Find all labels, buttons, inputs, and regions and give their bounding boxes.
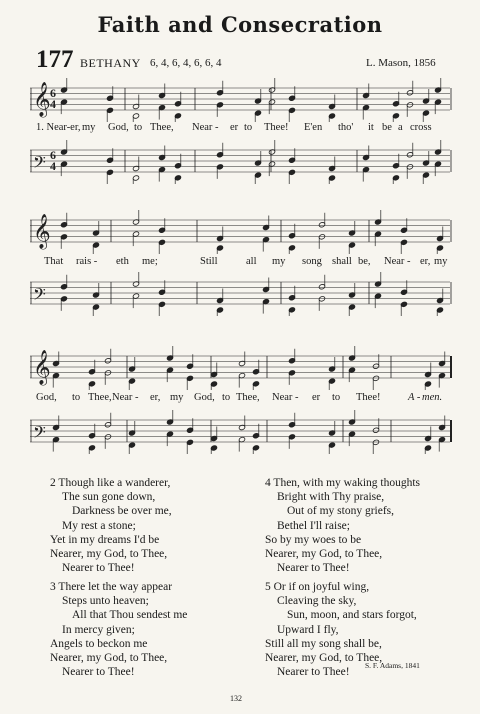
verse-line: 3 There let the way appear <box>50 581 173 593</box>
lyric-syllable: me; <box>142 256 158 267</box>
staff-treble-2 <box>30 210 452 254</box>
verse-line: 5 Or if on joyful wing, <box>265 581 370 593</box>
treble-clef-icon: 𝄞 <box>33 214 51 249</box>
lyric-syllable: God, <box>36 392 57 403</box>
verse-line: Yet in my dreams I'd be <box>50 533 160 546</box>
verse-line: Still all my song shall be, <box>265 637 382 650</box>
lyric-syllable: Still <box>200 256 218 267</box>
treble-clef-icon: 𝄞 <box>33 82 51 117</box>
bass-clef-icon: 𝄢 <box>33 284 46 308</box>
verse-line: Bright with Thy praise, <box>277 491 385 504</box>
page-number: 132 <box>230 694 242 703</box>
verse-line: Nearer, my God, to Thee, <box>265 652 383 665</box>
verse-line: Bethel I'll raise; <box>277 519 350 532</box>
lyric-syllable: 1. Near-er, <box>36 122 81 133</box>
lyric-syllable: my <box>434 256 448 267</box>
lyric-syllable: my <box>82 122 96 133</box>
verse-line: Nearer to Thee! <box>277 562 350 575</box>
verse-4 <box>265 476 420 575</box>
verse-line: Out of my stony griefs, <box>287 505 395 518</box>
treble-clef-icon: 𝄞 <box>33 350 51 385</box>
verse-line: Nearer, my God, to Thee, <box>265 548 383 561</box>
section-title: Faith and Consecration <box>97 12 383 37</box>
lyric-syllable: Near - <box>112 392 139 403</box>
lyric-syllable: A - <box>408 392 421 403</box>
lyric-syllable: a <box>398 122 403 133</box>
lyric-syllable: cross <box>410 122 432 133</box>
staff-treble-1 <box>30 78 452 122</box>
verse-line: Nearer to Thee! <box>62 666 135 679</box>
lyric-syllable: be <box>382 122 392 133</box>
lyrics-line-2 <box>36 256 452 272</box>
verse-line: My rest a stone; <box>62 519 136 532</box>
staff-bass-2 <box>30 272 452 316</box>
lyric-syllable: That <box>44 256 64 267</box>
verse-2 <box>50 476 172 575</box>
lyric-syllable: shall <box>332 256 352 267</box>
staff-bass-1 <box>30 140 452 184</box>
lyric-syllable: tho' <box>338 122 354 133</box>
verse-line: Cleaving the sky, <box>277 595 357 608</box>
verse-line: Nearer to Thee! <box>277 666 350 679</box>
svg-text:6: 6 <box>50 86 56 100</box>
lyric-syllable: E'en <box>304 122 323 133</box>
verse-line: Sun, moon, and stars forgot, <box>287 609 417 622</box>
lyric-syllable: er, <box>420 256 431 267</box>
lyric-syllable: to <box>134 122 143 133</box>
lyric-syllable: Near - <box>384 256 411 267</box>
verse-line: Nearer, my God, to Thee, <box>50 548 168 561</box>
meter: 6, 4, 6, 4, 6, 6, 4 <box>150 57 222 69</box>
lyric-syllable: God, <box>194 392 215 403</box>
verse-line: Upward I fly, <box>277 623 339 636</box>
lyric-syllable: to <box>332 392 341 403</box>
composer: L. Mason, 1856 <box>366 57 436 69</box>
tune-name: BETHANY <box>80 56 141 70</box>
lyric-syllable: my <box>272 256 286 267</box>
verse-line: 2 Though like a wanderer, <box>50 477 171 489</box>
lyric-syllable: song <box>302 256 322 267</box>
lyric-syllable: er <box>312 392 321 403</box>
lyric-syllable: Thee! <box>264 122 289 133</box>
lyric-syllable: Near - <box>192 122 219 133</box>
lyrics-line-1 <box>36 122 452 138</box>
lyric-syllable: God, <box>108 122 129 133</box>
svg-text:4: 4 <box>50 97 56 111</box>
verse-line: So by my woes to be <box>265 533 362 546</box>
verse-line: Angels to beckon me <box>50 637 148 650</box>
lyric-syllable: er, <box>150 392 161 403</box>
hymn-number: 177 <box>36 46 74 73</box>
lyric-syllable: my <box>170 392 184 403</box>
lyric-syllable: Thee, <box>88 392 112 403</box>
lyric-syllable: to <box>222 392 231 403</box>
text-attribution: S. F. Adams, 1841 <box>365 661 420 670</box>
staff-treble-3 <box>30 346 452 390</box>
lyric-syllable: men. <box>422 392 443 403</box>
lyric-syllable: er <box>230 122 239 133</box>
svg-text:4: 4 <box>50 159 56 173</box>
lyrics-line-3 <box>36 392 452 408</box>
lyric-syllable: to <box>244 122 253 133</box>
lyric-syllable: Thee, <box>236 392 260 403</box>
lyric-syllable: eth <box>116 256 129 267</box>
verse-3 <box>50 580 187 679</box>
verse-line: Steps unto heaven; <box>62 595 149 608</box>
staff-bass-3 <box>30 410 452 454</box>
verse-line: All that Thou sendest me <box>72 609 188 622</box>
verse-line: Nearer, my God, to Thee, <box>50 652 168 665</box>
lyric-syllable: all <box>246 256 257 267</box>
lyric-syllable: be, <box>358 256 371 267</box>
verse-line: Nearer to Thee! <box>62 562 135 575</box>
svg-text:6: 6 <box>50 148 56 162</box>
lyric-syllable: rais - <box>76 256 98 267</box>
lyric-syllable: to <box>72 392 81 403</box>
verse-line: In mercy given; <box>62 623 135 636</box>
verse-line: Darkness be over me, <box>72 505 172 518</box>
lyric-syllable: Near - <box>272 392 299 403</box>
lyric-syllable: Thee, <box>150 122 174 133</box>
verse-line: 4 Then, with my waking thoughts <box>265 477 421 489</box>
bass-clef-icon: 𝄢 <box>33 422 46 446</box>
lyric-syllable: Thee! <box>356 392 381 403</box>
bass-clef-icon: 𝄢 <box>33 152 46 176</box>
verse-line: The sun gone down, <box>62 491 156 504</box>
lyric-syllable: it <box>368 122 374 133</box>
